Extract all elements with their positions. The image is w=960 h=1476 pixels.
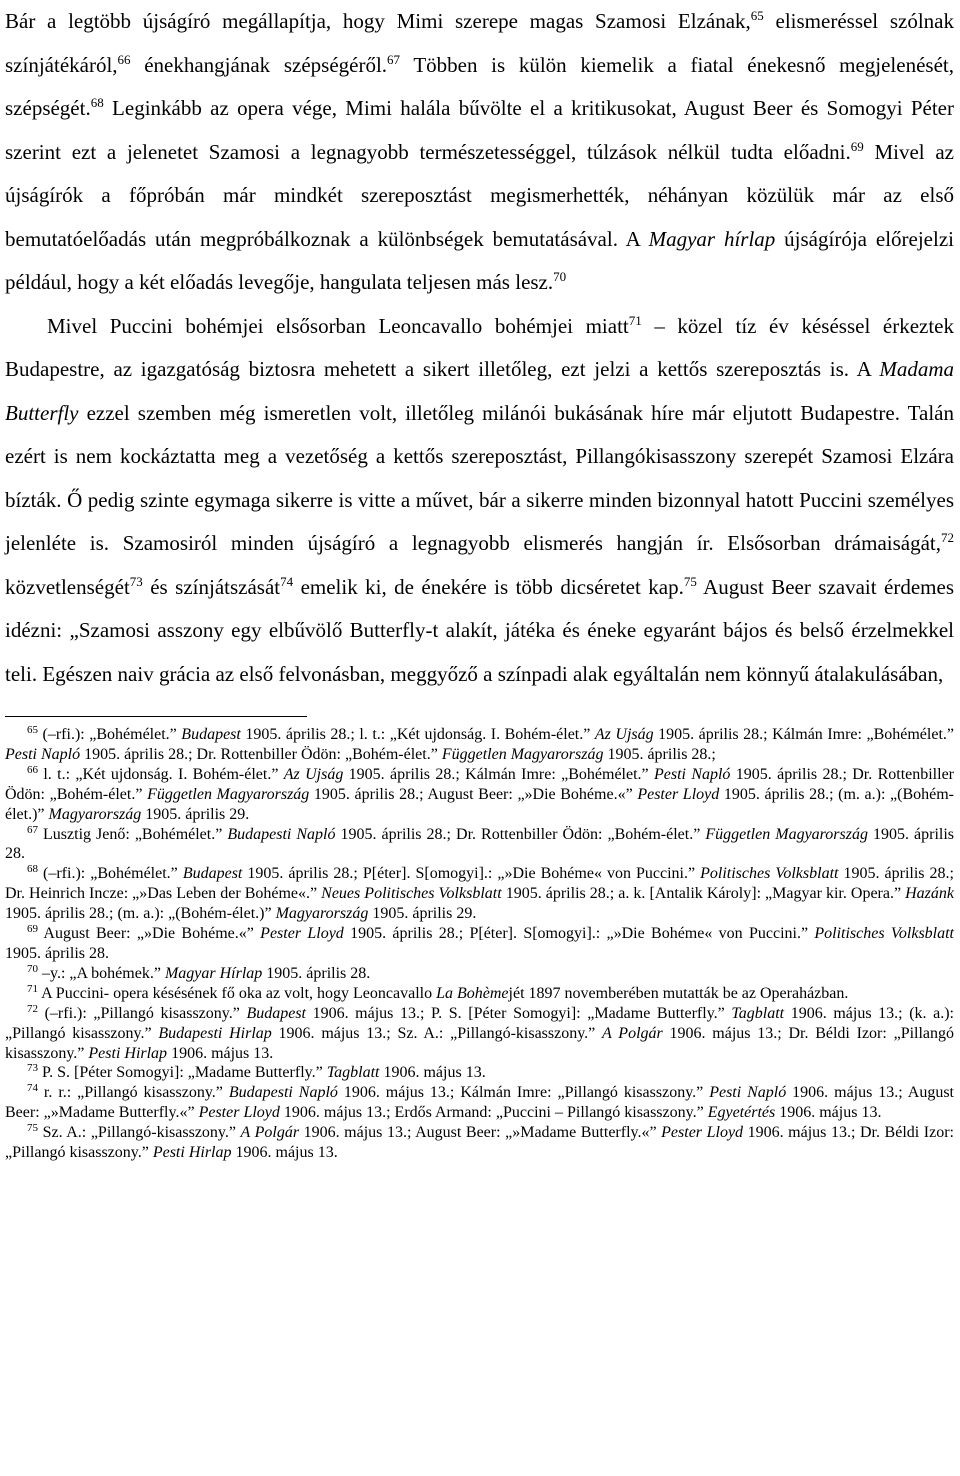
footnote-74: [5, 1083, 954, 1123]
text-run: 1905. április 28.; P[éter]. S[omogyi].: „»Die Bohéme« von Puccini.”: [242, 865, 701, 883]
text-run: (–rfi.): „Bohémélet.”: [38, 865, 183, 883]
text-run: (–rfi.): „Bohémélet.”: [38, 726, 182, 743]
text-run: emelik ki, de énekére is több dicséretet kap.: [293, 574, 684, 599]
text-run: 1906. május 13.: [775, 1104, 882, 1122]
text-run: 1905. április 28.; P[éter]. S[omogyi].: „»Die Bohéme« von Puccini.”: [343, 925, 815, 943]
italic-title: Pesti Hirlap: [152, 1144, 232, 1162]
footnote-number: 68: [27, 863, 38, 876]
text-run: 1905. április 28.: [5, 825, 955, 863]
footnote-separator: [5, 716, 307, 717]
text-run: 1906. május 13.; Sz. A.: „Pillangó-kisasszony.”: [271, 1024, 603, 1042]
footnote-number: 73: [27, 1062, 38, 1075]
text-run: A Puccini- opera késésének fő oka az volt, hogy Leoncavallo: [38, 984, 437, 1002]
footnote-ref: 69: [850, 138, 864, 154]
text-run: 1905. április 29.: [368, 905, 477, 923]
text-run: újságírója előrejelzi például, hogy a két előadás levegője, hangulata teljesen más lesz.: [5, 226, 954, 294]
text-run: 1906. május 13.; P. S. [Péter Somogyi]: „Madame Butterfly.”: [305, 1004, 732, 1022]
text-run: Leginkább az opera vége, Mimi halála bűvölte el a kritikusokat, August Beer és Somogyi Péter szerint ezt a jelenetet Szamosi a legnagyobb természetességgel, túlzások nélkül tudta előadni.: [5, 96, 954, 164]
footnote-number: 65: [27, 724, 38, 736]
italic-title: Tagblatt: [731, 1004, 785, 1022]
text-run: 1906. május 13.; August Beer: „»Madame Butterfly.«”: [5, 1084, 955, 1122]
footnote-68: [5, 864, 954, 924]
italic-title: Budapest: [181, 726, 241, 743]
text-run: August Beer: „»Die Bohéme.«”: [38, 925, 261, 943]
text-run: August Beer szavait érdemes idézni: „Szamosi asszony egy elbűvölő Butterfly-t alakít, játéka és éneke egyaránt bájos és belső érzelmekkel teli. Egészen naiv grácia az első felvonásban, meggyőző a színpadi alak egyáltalán nem könnyű átalakulásában,: [5, 574, 955, 686]
italic-title: Független Magyarország: [147, 785, 310, 803]
footnote-72: [5, 1004, 954, 1064]
text-run: 1905. április 28.; (m. a.): „(Bohém-élet.)”: [5, 785, 955, 823]
text-run: Mivel Puccini bohémjei elsősorban Leoncavallo bohémjei miatt: [47, 313, 629, 338]
text-run: l. t.: „Két ujdonság. I. Bohém-élet.”: [38, 765, 284, 783]
footnote-number: 74: [27, 1082, 38, 1095]
italic-title: Tagblatt: [326, 1064, 380, 1082]
text-run: ezzel szemben még ismeretlen volt, illetőleg milánói bukásának híre már eljutott Budapestre. Talán ezért is nem kockáztatta meg a vezetőség a kettős szereposztást, Pillangókisasszony szerepét Szamosi Elzára bízták. Ő pedig szinte egymaga sikerre is vitte a művet, bár a sikerre minden bizonnyal hatott Puccini személyes jelenléte is. Szamosiról minden újságíró a legnagyobb elismerés hangján ír. Elsősorban drámaiságát,: [5, 400, 954, 555]
footnote-ref: 67: [387, 51, 401, 67]
italic-title: Budapesti Hirlap: [158, 1024, 272, 1042]
text-run: 1906. május 13.; Dr. Béldi Izor: „Pillangó kisasszony.”: [5, 1024, 955, 1062]
text-run: –y.: „A bohémek.”: [38, 964, 165, 982]
footnote-number: 67: [27, 823, 38, 836]
text-run: 1905. április 28.;: [603, 745, 716, 763]
italic-title: Pesti Napló: [5, 745, 81, 763]
italic-title: Budapesti Napló: [227, 825, 336, 843]
text-run: r. r.: „Pillangó kisasszony.”: [38, 1084, 229, 1102]
text-run: 1905. április 29.: [141, 805, 250, 823]
text-run: – közel tíz év késéssel érkeztek Budapestre, az igazgatóság biztosra mehetett a sikert illetőleg, ezt jelzi a kettős szereposztás is. A: [5, 313, 954, 381]
italic-title: Magyar Hírlap: [164, 964, 263, 982]
footnote-ref: 70: [553, 269, 567, 284]
italic-title: A Polgár: [240, 1124, 300, 1142]
italic-title: Független Magyarország: [705, 825, 868, 843]
footnote-ref: 65: [750, 8, 764, 23]
text-run: 1905. április 28.; l. t.: „Két ujdonság. I. Bohém-élet.”: [240, 726, 595, 743]
text-run: 1905. április 28.; (m. a.): „(Bohém-élet.)”: [5, 905, 276, 923]
text-run: 1906. május 13.; (k. a.): „Pillangó kisasszony.”: [5, 1004, 954, 1042]
text-run: 1905. április 28.; Kálmán Imre: „Bohémélet.”: [653, 726, 955, 743]
italic-title: Magyarország: [275, 905, 369, 923]
italic-title: Pester Lloyd: [637, 785, 720, 803]
text-run: Mivel az újságírók a főpróbán már mindkét szereposztást megismerhették, néhányan közülük már az első bemutatóelőadás után megpróbálkoznak a különbségek bemutatásával. A: [5, 139, 954, 251]
italic-title: Budapest: [246, 1004, 306, 1022]
italic-title: Pester Lloyd: [198, 1104, 280, 1122]
body-text: [5, 0, 954, 696]
footnote-ref: 75: [683, 573, 697, 589]
text-run: Bár a legtöbb újságíró megállapítja, hogy Mimi szerepe magas Szamosi Elzának,: [5, 9, 751, 33]
paragraph: [5, 305, 954, 697]
text-run: 1906. május 13.; Erdős Armand: „Puccini – Pillangó kisasszony.”: [279, 1104, 708, 1122]
italic-title: Pesti Napló: [653, 765, 731, 783]
text-run: 1905. április 28.; Kálmán Imre: „Bohémélet.”: [343, 765, 654, 783]
text-run: 1906. május 13.; Kálmán Imre: „Pillangó kisasszony.”: [337, 1084, 710, 1102]
footnote-65: [5, 725, 954, 765]
footnote-ref: 74: [280, 573, 294, 589]
footnote-66: [5, 765, 954, 825]
footnote-number: 72: [27, 1002, 38, 1015]
footnote-number: 69: [27, 923, 38, 936]
text-run: Többen is külön kiemelik a fiatal énekesnő megjelenését, szépségét.: [5, 52, 954, 120]
text-run: elismeréssel szólnak színjátékáról,: [5, 9, 955, 77]
footnote-number: 71: [27, 982, 38, 995]
text-run: énekhangjának szépségéről.: [130, 52, 388, 77]
text-run: 1905. április 28.; Dr. Rottenbiller Ödön: „Bohém-élet.”: [5, 765, 955, 803]
text-run: 1906. május 13.; Dr. Béldi Izor: „Pillangó kisasszony.”: [5, 1124, 954, 1162]
italic-title: Független Magyarország: [441, 745, 604, 763]
italic-title: Hazánk: [905, 885, 955, 903]
footnote-75: [5, 1123, 954, 1163]
italic-title: La Bohème: [436, 984, 509, 1002]
paragraph: [5, 0, 954, 305]
italic-title: Pesti Hirlap: [88, 1044, 168, 1062]
text-run: 1906. május 13.: [379, 1064, 486, 1082]
footnote-ref: 73: [129, 573, 143, 589]
text-run: jét 1897 novemberében mutatták be az Operaházban.: [508, 984, 849, 1002]
italic-title: Budapest: [182, 865, 243, 883]
italic-title: A Polgár: [602, 1024, 663, 1042]
text-run: Sz. A.: „Pillangó-kisasszony.”: [38, 1124, 241, 1142]
footnote-ref: 66: [117, 51, 131, 67]
text-run: és színjátszását: [142, 574, 281, 599]
italic-title: Egyetértés: [707, 1104, 776, 1122]
footnote-69: [5, 924, 954, 964]
text-run: (–rfi.): „Pillangó kisasszony.”: [38, 1004, 247, 1022]
text-run: 1905. április 28.; a. k. [Antalik Károly]: „Magyar kir. Opera.”: [501, 885, 906, 903]
text-run: 1905. április 28.: [262, 964, 371, 982]
italic-title: Madama Butterfly: [5, 357, 954, 425]
footnote-73: [5, 1063, 954, 1083]
italic-title: Politisches Volksblatt: [814, 925, 955, 943]
footnote-ref: 72: [941, 530, 954, 545]
text-run: 1905. április 28.; Dr. Heinrich Incze: „»Das Leben der Bohéme«.”: [5, 865, 955, 903]
text-run: 1906. május 13.: [231, 1144, 338, 1162]
footnote-number: 75: [27, 1122, 38, 1135]
italic-title: Neues Politisches Volksblatt: [321, 885, 502, 903]
footnote-70: [5, 964, 954, 984]
italic-title: Budapesti Napló: [228, 1084, 338, 1102]
footnote-number: 70: [27, 962, 38, 975]
text-run: 1906. május 13.: [167, 1044, 274, 1062]
text-run: 1906. május 13.; August Beer: „»Madame Butterfly.«”: [299, 1124, 662, 1142]
italic-title: Magyarország: [48, 805, 142, 823]
italic-title: Pester Lloyd: [260, 925, 344, 943]
text-run: közvetlenségét: [5, 574, 130, 599]
text-run: Lusztig Jenő: „Bohémélet.”: [38, 825, 228, 843]
italic-title: Pesti Napló: [709, 1084, 787, 1102]
footnote-67: [5, 825, 954, 865]
italic-title: Politisches Volksblatt: [700, 865, 839, 883]
text-run: 1905. április 28.; August Beer: „»Die Bohéme.«”: [309, 785, 638, 803]
footnotes: [5, 725, 954, 1163]
footnote-71: [5, 984, 954, 1004]
footnote-number: 66: [27, 763, 38, 776]
footnote-ref: 71: [628, 312, 642, 328]
italic-title: Az Ujság: [283, 765, 344, 783]
footnote-ref: 68: [90, 95, 104, 110]
text-run: P. S. [Péter Somogyi]: „Madame Butterfly.”: [38, 1064, 327, 1082]
italic-title: Az Ujság: [594, 726, 654, 743]
text-run: 1905. április 28.: [5, 944, 109, 962]
text-run: 1905. április 28.; Dr. Rottenbiller Ödön: „Bohém-élet.”: [335, 825, 706, 843]
text-run: 1905. április 28.; Dr. Rottenbiller Ödön: „Bohém-élet.”: [80, 745, 442, 763]
italic-title: Magyar hírlap: [648, 226, 776, 251]
italic-title: Pester Lloyd: [661, 1124, 744, 1142]
